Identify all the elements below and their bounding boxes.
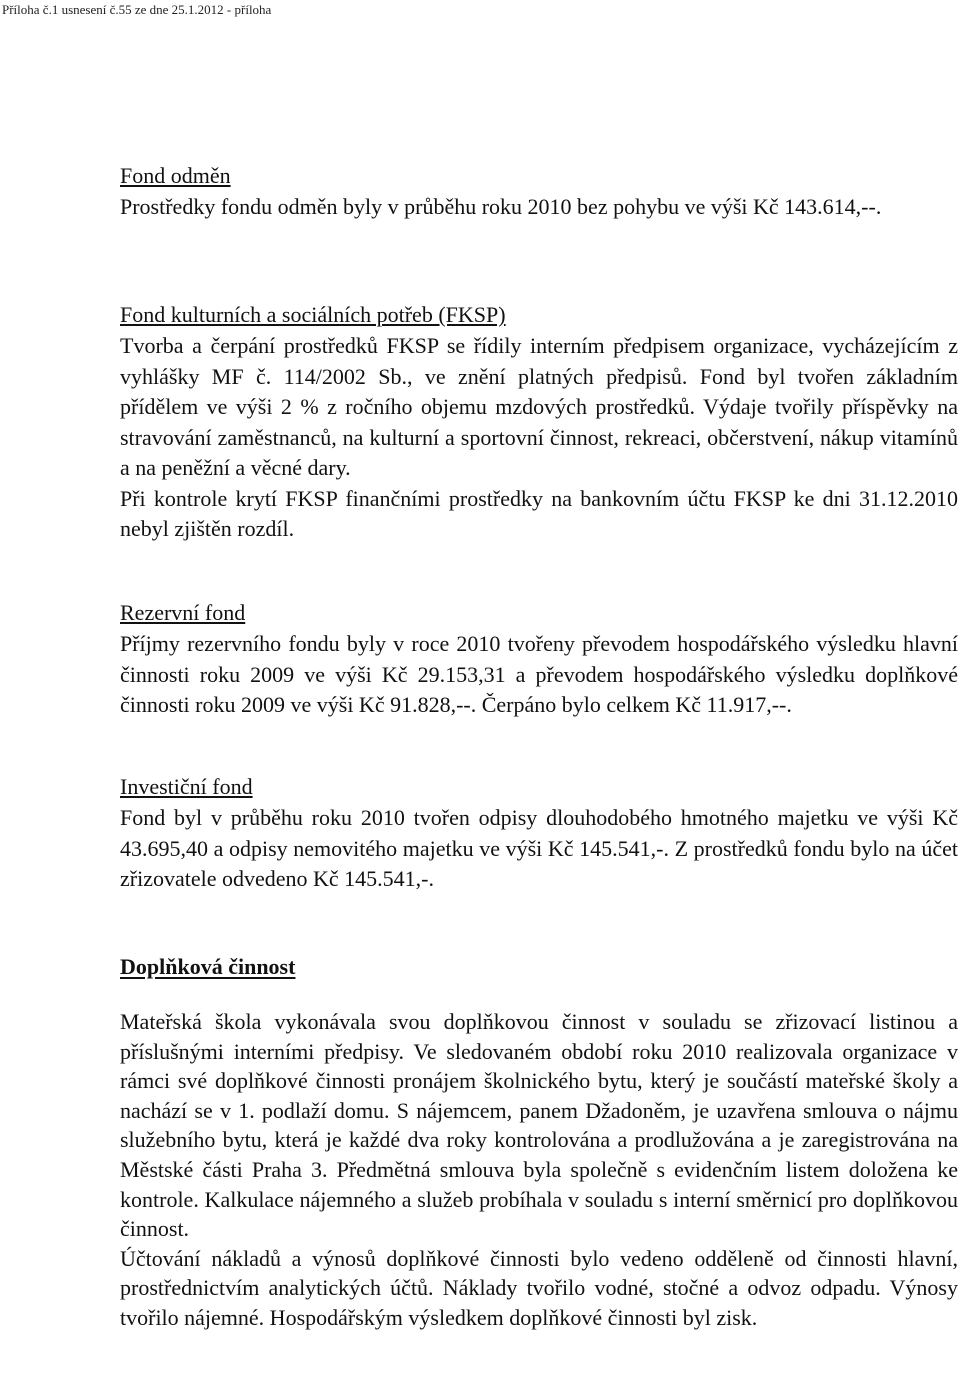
paragraph: Fond byl v průběhu roku 2010 tvořen odpisy dlouhodobého hmotného majetku ve výši Kč 43.695,40 a odpisy nemovitého majetku ve výši Kč 145.541,-. Z prostředků fondu bylo na účet zřizovatele odvedeno Kč 145.541,-. [120,805,958,891]
section-fksp [120,302,958,545]
section-rezervni-fond [120,600,958,721]
heading-investicni-fond: Investiční fond [120,774,253,799]
paragraph: Tvorba a čerpání prostředků FKSP se řídily interním předpisem organizace, vycházejícím z vyhlášky MF č. 114/2002 Sb., ve znění platných předpisů. Fond byl tvořen základním přídělem ve výši 2 % z ročního objemu mzdových prostředků. Výdaje tvořily příspěvky na stravování zaměstnanců, na kulturní a sportovní činnost, rekreaci, občerstvení, nákup vitamínů a na peněžní a věcné dary. [120,333,958,480]
paragraph: Prostředky fondu odměn byly v průběhu roku 2010 bez pohybu ve výši Kč 143.614,--. [120,194,882,219]
heading-rezervni-fond: Rezervní fond [120,600,246,625]
paragraph: Účtování nákladů a výnosů doplňkové činnosti bylo vedeno odděleně od činnosti hlavní, prostřednictvím analytických účtů. Náklady tvořilo vodné, stočné a odvoz odpadu. Výnosy tvořilo nájemné. Hospodářským výsledkem doplňkové činnosti byl zisk. [120,1245,958,1330]
heading-fksp: Fond kulturních a sociálních potřeb (FKSP) [120,302,506,327]
heading-doplnkova-cinnost: Doplňková činnost [120,954,296,979]
heading-fond-odmen: Fond odměn [120,163,231,188]
paragraph: Mateřská škola vykonávala svou doplňkovou činnost v souladu se zřizovací listinou a příslušnými interními předpisy. Ve sledovaném období roku 2010 realizovala organizace v rámci své doplňkové činnosti pronájem školnického bytu, který je součástí mateřské školy a nachází se v 1. podlaží domu. S nájemcem, panem Džadoněm, je uzavřena smlouva o nájmu služebního bytu, která je každé dva roky kontrolována a prodlužována a je zaregistrována na Městské části Praha 3. Předmětná smlouva byla společně s evidenčním listem doložena ke kontrole. Kalkulace nájemného a služeb probíhala v souladu s interní směrnicí pro doplňkovou činnost. [120,1009,958,1242]
header-note: Příloha č.1 usnesení č.55 ze dne 25.1.2012 - příloha [2,2,272,17]
section-doplnkova-cinnost [120,1007,958,1333]
paragraph: Při kontrole krytí FKSP finančními prostředky na bankovním účtu FKSP ke dni 31.12.2010 nebyl zjištěn rozdíl. [120,485,958,541]
section-fond-odmen [120,163,958,222]
paragraph: Příjmy rezervního fondu byly v roce 2010 tvořeny převodem hospodářského výsledku hlavní činnosti roku 2009 ve výši Kč 29.153,31 a převodem hospodářského výsledku doplňkové činnosti roku 2009 ve výši Kč 91.828,--. Čerpáno bylo celkem Kč 11.917,--. [120,631,958,717]
section-investicni-fond [120,774,958,895]
section-doplnkova-cinnost-heading [120,954,958,980]
